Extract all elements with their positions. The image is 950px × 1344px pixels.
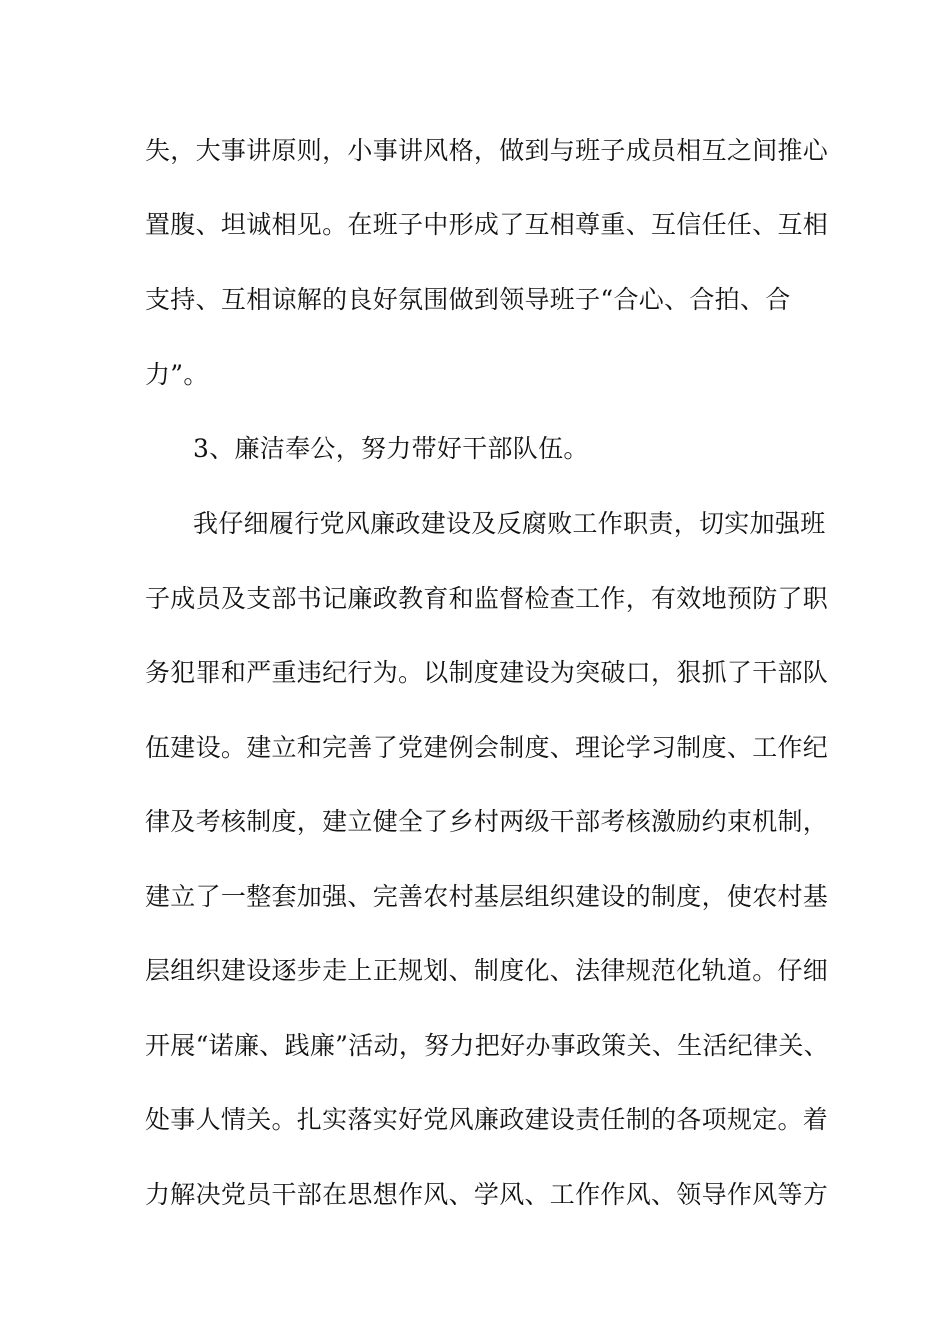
text-line: 子成员及支部书记廉政教育和监督检查工作，有效地预防了职 — [145, 584, 829, 613]
text-line: 建立了一整套加强、完善农村基层组织建设的制度，使农村基 — [145, 882, 829, 911]
paragraph-first-line: 我仔细履行党风廉政建设及反腐败工作职责，切实加强班 — [193, 509, 826, 538]
text-line: 务犯罪和严重违纪行为。以制度建设为突破口，狠抓了干部队 — [145, 658, 829, 687]
text-line: 处事人情关。扎实落实好党风廉政建设责任制的各项规定。着 — [145, 1105, 829, 1134]
text-line: 力”。 — [145, 360, 209, 389]
section-heading: 3、廉洁奉公，努力带好干部队伍。 — [193, 434, 589, 463]
text-line: 失，大事讲原则，小事讲风格，做到与班子成员相互之间推心 — [145, 136, 829, 165]
text-line: 置腹、坦诚相见。在班子中形成了互相尊重、互信任任、互相 — [145, 210, 829, 239]
text-line: 力解决党员干部在思想作风、学风、工作作风、领导作风等方 — [145, 1180, 829, 1209]
text-line: 律及考核制度，建立健全了乡村两级干部考核激励约束机制， — [145, 807, 829, 836]
text-line: 开展“诺廉、践廉”活动，努力把好办事政策关、生活纪律关、 — [145, 1031, 829, 1060]
text-line: 伍建设。建立和完善了党建例会制度、理论学习制度、工作纪 — [145, 733, 829, 762]
text-line: 支持、互相谅解的良好氛围做到领导班子“合心、合拍、合 — [145, 285, 791, 314]
text-line: 层组织建设逐步走上正规划、制度化、法律规范化轨道。仔细 — [145, 956, 829, 985]
